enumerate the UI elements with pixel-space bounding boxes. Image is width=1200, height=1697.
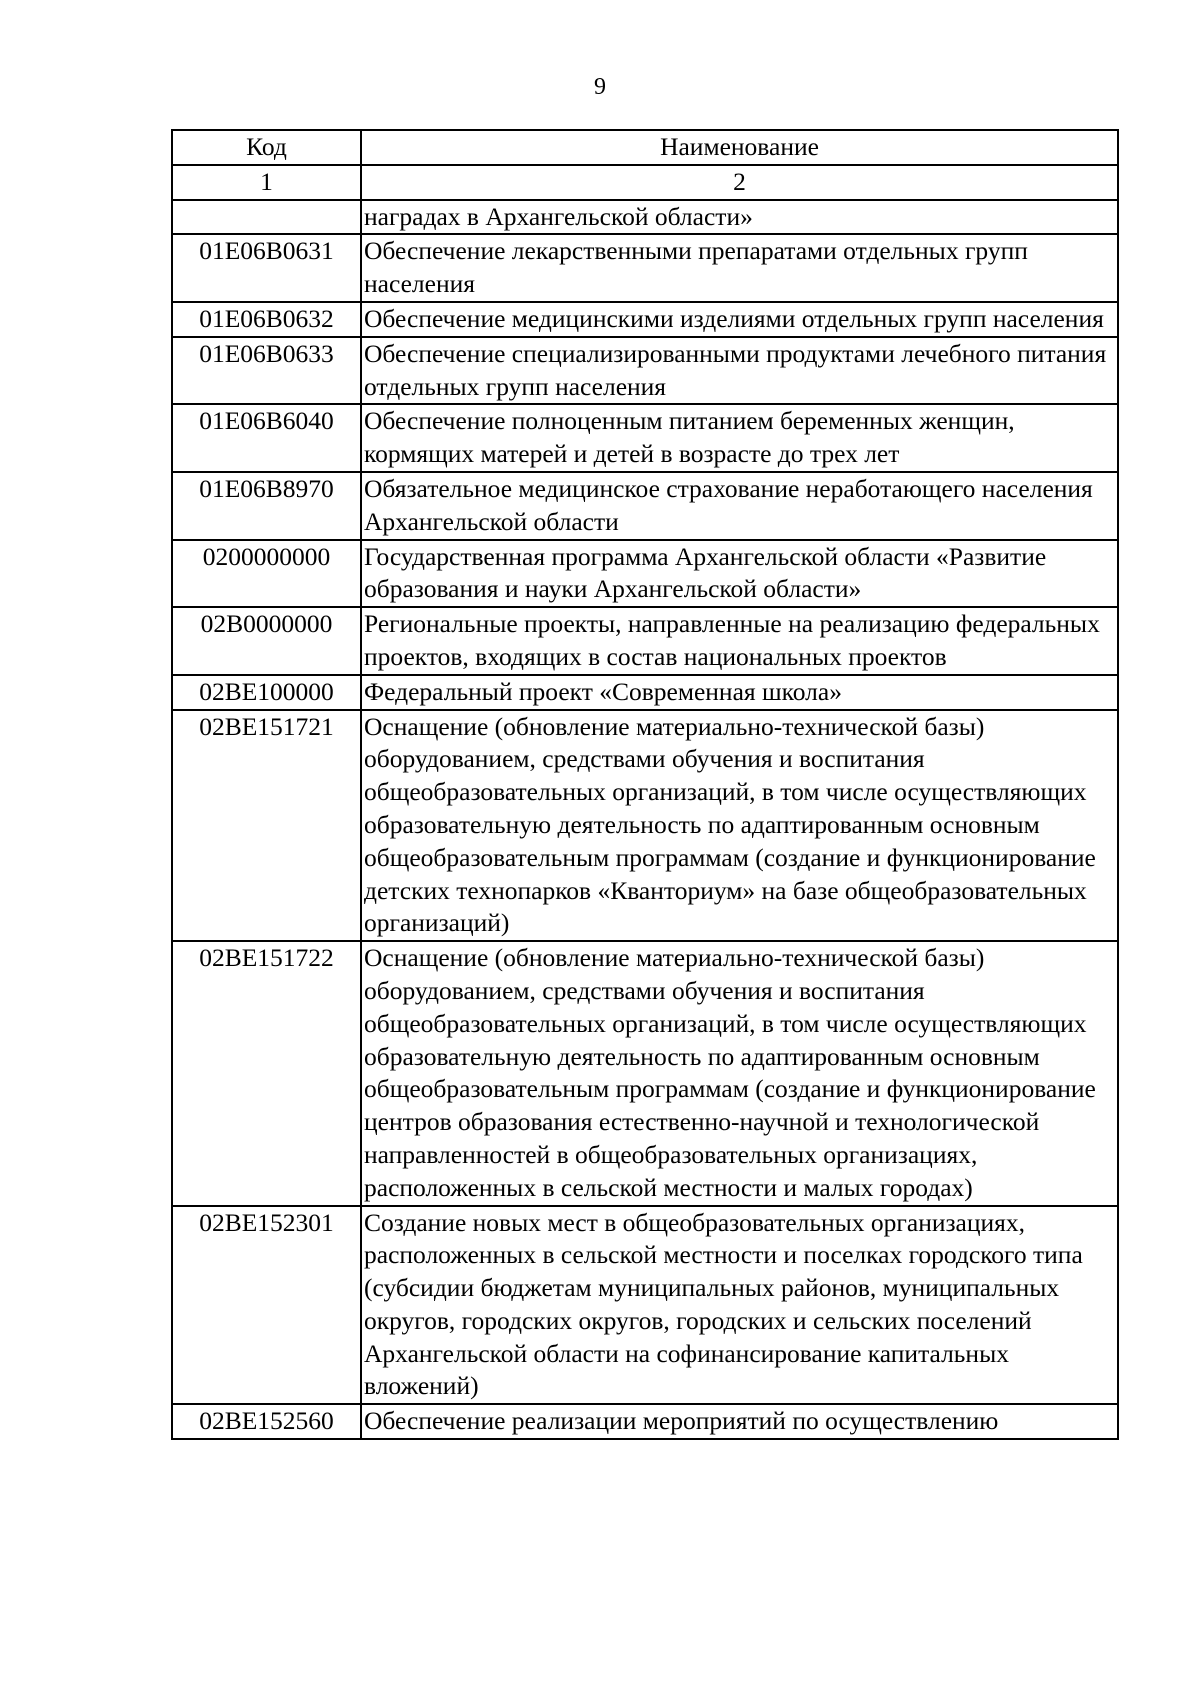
row-name: Обеспечение специализированными продуктами лечебного питания отдельных групп населения	[361, 337, 1118, 405]
table-row	[172, 472, 1118, 540]
column-number-name: 2	[361, 165, 1118, 200]
row-code: 02BE151722	[172, 941, 361, 1205]
row-code: 02BE152301	[172, 1206, 361, 1405]
row-code	[172, 200, 361, 235]
row-name: Государственная программа Архангельской области «Развитие образования и науки Архангельской области»	[361, 540, 1118, 608]
table-row	[172, 941, 1118, 1205]
page-number: 9	[594, 74, 606, 100]
table-row	[172, 337, 1118, 405]
table-row	[172, 200, 1118, 235]
row-code: 02BE100000	[172, 675, 361, 710]
row-name: наградах в Архангельской области»	[361, 200, 1118, 235]
table-row	[172, 675, 1118, 710]
row-name: Федеральный проект «Современная школа»	[361, 675, 1118, 710]
row-name: Обеспечение полноценным питанием беременных женщин, кормящих матерей и детей в возрасте до трех лет	[361, 404, 1118, 472]
table-row	[172, 540, 1118, 608]
table-row	[172, 607, 1118, 675]
row-code: 02B0000000	[172, 607, 361, 675]
table-row	[172, 710, 1118, 942]
row-name: Обеспечение медицинскими изделиями отдельных групп населения	[361, 302, 1118, 337]
table-row	[172, 404, 1118, 472]
row-name: Оснащение (обновление материально-технической базы) оборудованием, средствами обучения и воспитания общеобразовательных организаций, в том числе осуществляющих образовательную деятельность по адаптированным основным общеобразовательным программам (создание и функционирование детских технопарков «Кванториум» на базе общеобразовательных организаций)	[361, 710, 1118, 942]
header-name: Наименование	[361, 130, 1118, 165]
row-code: 02BE152560	[172, 1404, 361, 1439]
row-name: Обеспечение реализации мероприятий по осуществлению	[361, 1404, 1118, 1439]
row-name: Региональные проекты, направленные на реализацию федеральных проектов, входящих в состав национальных проектов	[361, 607, 1118, 675]
table-row	[172, 302, 1118, 337]
row-name: Создание новых мест в общеобразовательных организациях, расположенных в сельской местности и поселках городского типа (субсидии бюджетам муниципальных районов, муниципальных округов, городских округов, городских и сельских поселений Архангельской области на софинансирование капитальных вложений)	[361, 1206, 1118, 1405]
row-code: 01E06B8970	[172, 472, 361, 540]
row-name: Обязательное медицинское страхование неработающего населения Архангельской области	[361, 472, 1118, 540]
row-code: 0200000000	[172, 540, 361, 608]
column-number-code: 1	[172, 165, 361, 200]
table-row	[172, 234, 1118, 302]
row-name: Оснащение (обновление материально-технической базы) оборудованием, средствами обучения и воспитания общеобразовательных организаций, в том числе осуществляющих образовательную деятельность по адаптированным основным общеобразовательным программам (создание и функционирование центров образования естественно-научной и технологической направленностей в общеобразовательных организациях, расположенных в сельской местности и малых городах)	[361, 941, 1118, 1205]
row-code: 02BE151721	[172, 710, 361, 942]
budget-codes-table	[171, 129, 1119, 1440]
table-header-row	[172, 130, 1118, 165]
column-numbers-row	[172, 165, 1118, 200]
row-code: 01E06B6040	[172, 404, 361, 472]
row-code: 01E06B0633	[172, 337, 361, 405]
table-row	[172, 1404, 1118, 1439]
row-code: 01E06B0631	[172, 234, 361, 302]
header-code: Код	[172, 130, 361, 165]
table-row	[172, 1206, 1118, 1405]
row-code: 01E06B0632	[172, 302, 361, 337]
row-name: Обеспечение лекарственными препаратами отдельных групп населения	[361, 234, 1118, 302]
